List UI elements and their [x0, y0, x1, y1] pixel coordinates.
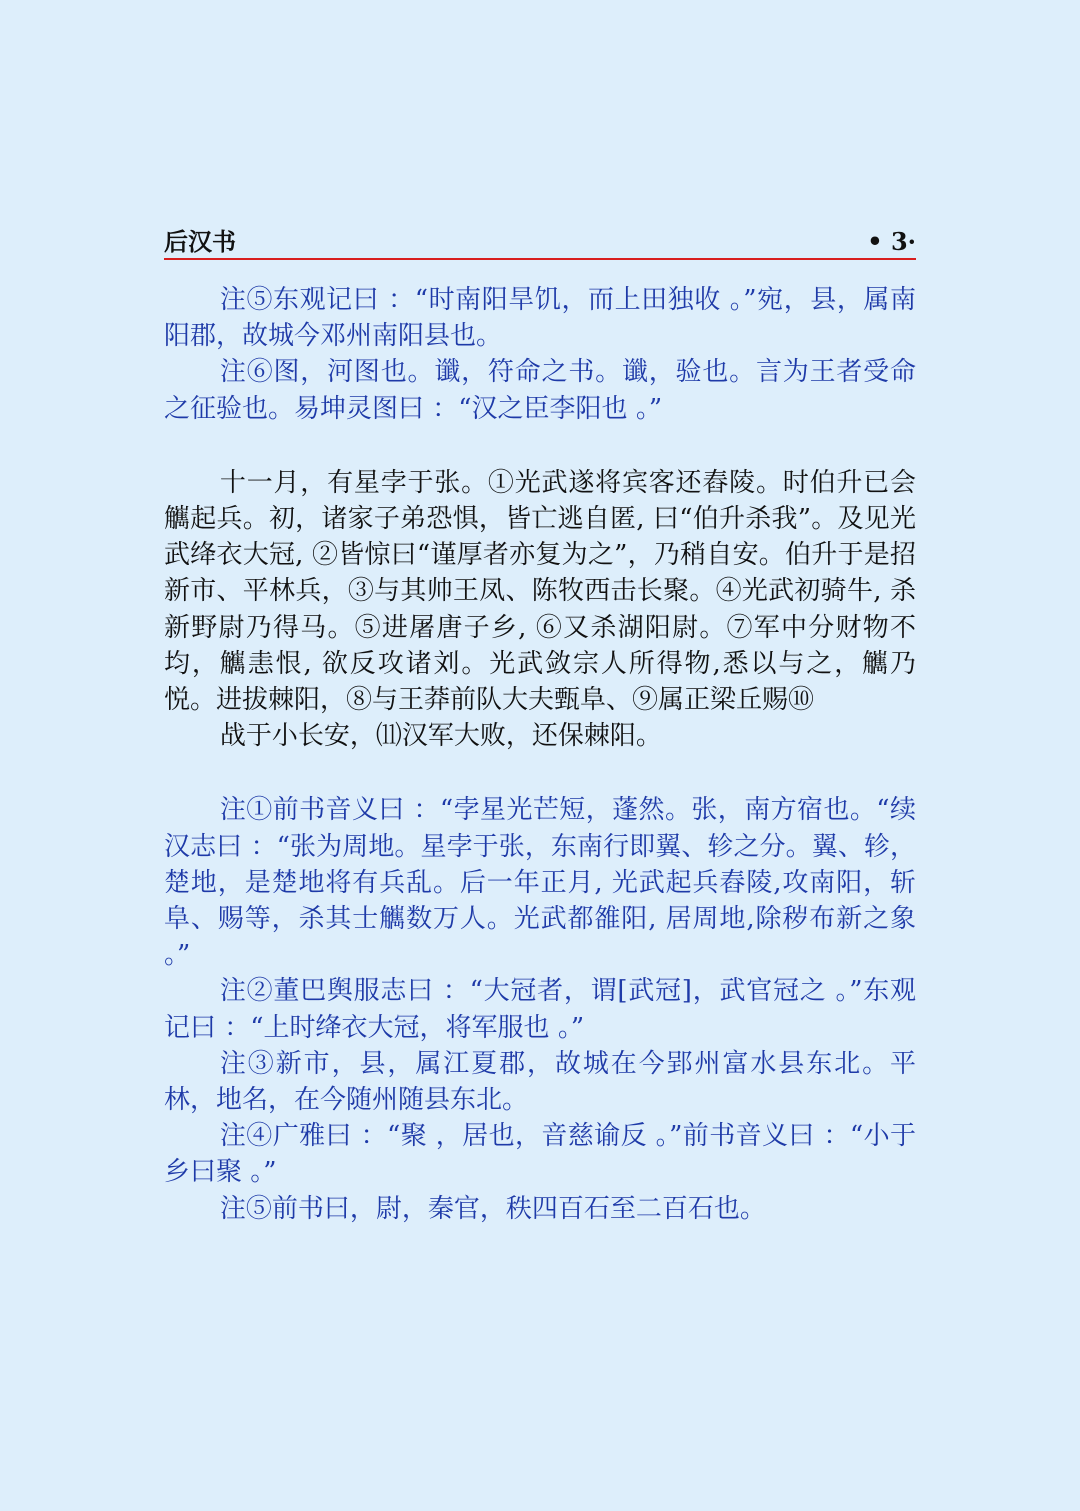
running-header	[164, 226, 916, 258]
annotation-block-b	[164, 792, 916, 1226]
annotation-paragraph: 注②董巴舆服志曰 ：“大冠者，谓[武冠]，武官冠之 。”东观记曰 ：“上时绛衣大冠，将军服也 。”	[164, 976, 916, 1043]
annotation-paragraph: 注⑤东观记曰 ：“时南阳旱饥，而上田独收 。”宛，县，属南阳郡，故城今邓州南阳县也。	[164, 285, 916, 352]
annotation-paragraph: 注⑤前书曰，尉，秦官，秩四百石至二百石也。	[219, 1193, 766, 1224]
header-rule	[164, 258, 916, 260]
annotation-paragraph: 注④广雅曰 ：“聚 ，居也，音慈谕反 。”前书音义曰 ：“小于乡曰聚 。”	[164, 1121, 916, 1188]
annotation-paragraph: 注①前书音义曰 ：“孛星光芒短，蓬然。张，南方宿也。“续汉志曰 ：“张为周地。星孛于张，东南行即翼、轸之分。翼、轸，楚地，是楚地将有兵乱。后一年正月, 光武起兵舂陵,攻南阳，斩阜、赐等，杀其士觽数万人。光武都雒阳, 居周地,除秽布新之象 。”	[164, 795, 916, 971]
main-text-block	[164, 465, 916, 755]
annotation-paragraph: 注⑥图，河图也。谶，符命之书。谶，验也。言为王者受命之征验也。易坤灵图曰 ：“汉之臣李阳也 。”	[164, 357, 916, 424]
book-title: 后汉书	[164, 227, 236, 256]
book-page	[164, 226, 916, 1227]
annotation-paragraph: 注③新市，县，属江夏郡，故城在今郢州富水县东北。平林，地名，在今随州随县东北。	[164, 1048, 916, 1116]
page-number: • 3·	[867, 227, 916, 256]
main-paragraph: 战于小长安，⑾汉军大败，还保棘阳。	[219, 721, 662, 752]
main-paragraph: 十一月，有星孛于张。①光武遂将宾客还舂陵。时伯升已会觽起兵。初，诸家子弟恐惧，皆亡逃自匿, 曰“伯升杀我”。及见光武绛衣大冠, ②皆惊曰“谨厚者亦复为之”，乃稍自安。伯升于是招新市、平林兵，③与其帅王凤、陈牧西击长聚。④光武初骑牛, 杀新野尉乃得马。⑤进屠唐子乡, ⑥又杀湖阳尉。⑦军中分财物不均，觽恚恨, 欲反攻诸刘。光武敛宗人所得物,悉以与之，觽乃悦。进拔棘阳，⑧与王莽前队大夫甄阜、⑨属正梁丘赐⑩	[164, 467, 916, 716]
annotation-block-a	[164, 282, 916, 427]
